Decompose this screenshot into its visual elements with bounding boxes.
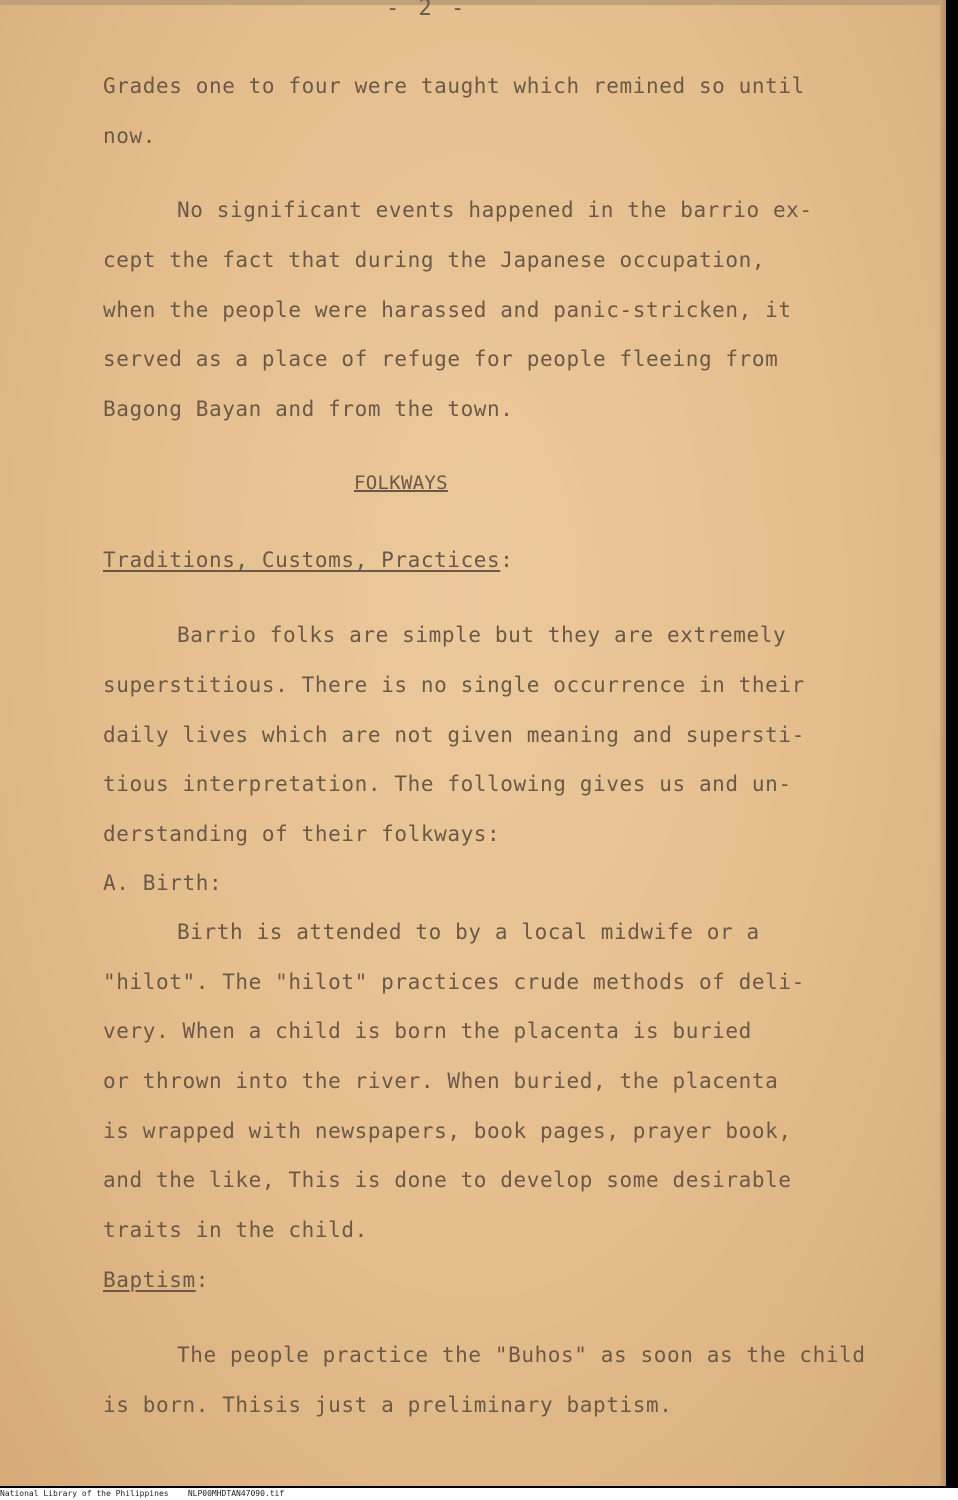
text-line: or thrown into the river. When buried, the placenta <box>103 1069 779 1093</box>
subheading-colon: : <box>500 548 514 572</box>
text-line: daily lives which are not given meaning and supersti- <box>103 723 805 747</box>
footer-filename: NLP00MHDTAN47090.tif <box>187 1489 285 1498</box>
text-line: is born. Thisis just a preliminary baptism. <box>103 1393 673 1417</box>
page-number: - 2 - <box>386 0 468 21</box>
text-line: is wrapped with newspapers, book pages, prayer book, <box>103 1119 792 1143</box>
top-edge <box>0 0 946 5</box>
text-line: served as a place of refuge for people fleeing from <box>103 347 779 371</box>
subheading-traditions <box>103 547 514 573</box>
text-line: very. When a child is born the placenta is buried <box>103 1019 752 1043</box>
item-label-birth: A. Birth: <box>103 871 223 895</box>
section-heading: FOLKWAYS <box>354 472 448 494</box>
text-line: when the people were harassed and panic-stricken, it <box>103 298 792 322</box>
text-line: Birth is attended to by a local midwife or a <box>177 920 760 944</box>
page-edge-shadow <box>940 0 946 1486</box>
text-line: now. <box>103 124 156 148</box>
subheading-text: Traditions, Customs, Practices <box>103 548 501 572</box>
subheading-colon: : <box>195 1268 209 1292</box>
text-line: "hilot". The "hilot" practices crude methods of deli- <box>103 970 805 994</box>
text-line: derstanding of their folkways: <box>103 822 501 846</box>
text-line: superstitious. There is no single occurrence in their <box>103 673 805 697</box>
text-line: Grades one to four were taught which remined so until <box>103 74 805 98</box>
text-line: Bagong Bayan and from the town. <box>103 397 514 421</box>
text-line: Barrio folks are simple but they are extremely <box>177 623 787 647</box>
text-line: traits in the child. <box>103 1218 368 1242</box>
text-line: cept the fact that during the Japanese occupation, <box>103 248 766 272</box>
scan-footer <box>0 1488 958 1500</box>
text-line: and the like, This is done to develop some desirable <box>103 1168 792 1192</box>
text-line: The people practice the "Buhos" as soon as the child <box>177 1343 866 1367</box>
text-line: tious interpretation. The following gives us and un- <box>103 772 792 796</box>
footer-archive: National Library of the Philippines <box>0 1489 169 1498</box>
subheading-baptism <box>103 1267 209 1293</box>
text-line: No significant events happened in the barrio ex- <box>177 198 813 222</box>
subheading-text: Baptism <box>103 1268 196 1292</box>
